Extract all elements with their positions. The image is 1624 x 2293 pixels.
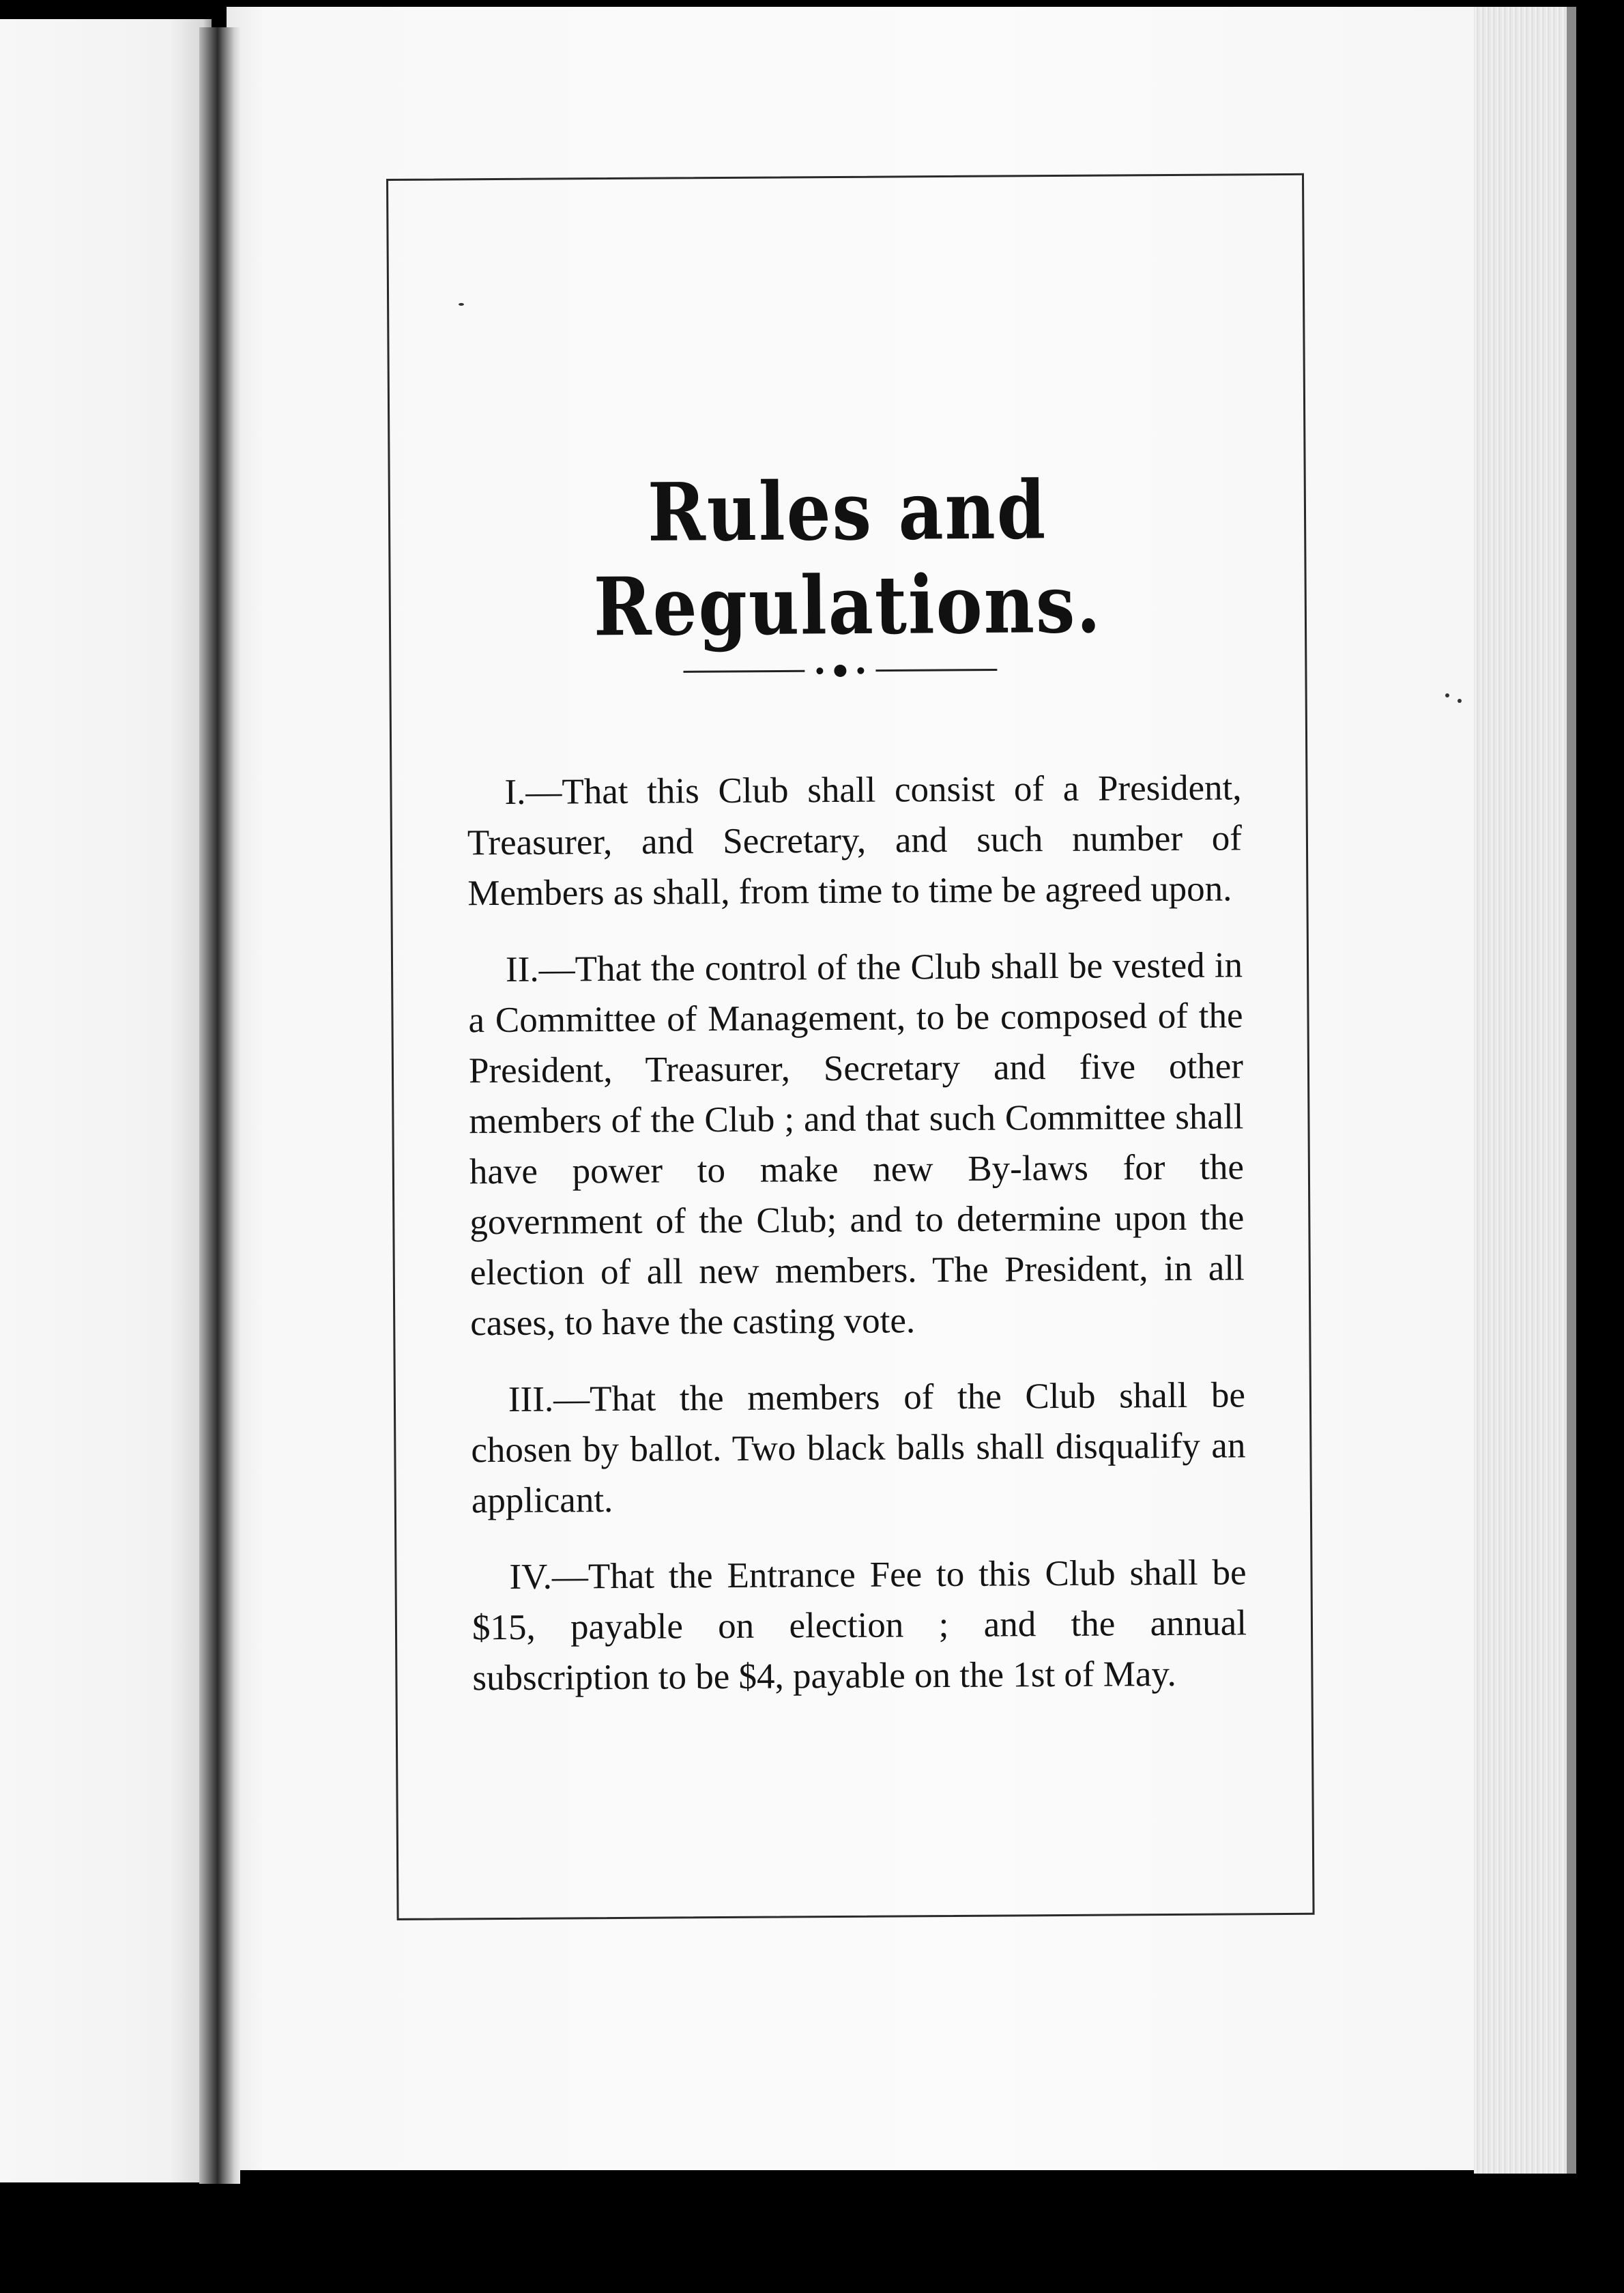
ornament-rule-icon	[683, 662, 997, 680]
rule-item-2	[468, 940, 1245, 1349]
page-edges	[1474, 7, 1569, 2174]
book-gutter	[199, 27, 240, 2184]
rule-text: —That the control of the Club shall be vested in a Committee of Management, to be composed of the President, Treasurer, Secretary and five other members of the Club ; and that such Committee shall have power to make new By-laws for the government of the Club; and to determine upon the election of all new members. The President, in all cases, to have the casting vote.	[468, 945, 1245, 1344]
rule-number: I.	[504, 772, 526, 812]
left-facing-page	[0, 19, 212, 2182]
scan-speck	[459, 303, 464, 306]
page-edge-shadow	[1567, 7, 1576, 2174]
rule-item-4	[472, 1547, 1247, 1703]
rule-text: —That the members of the Club shall be chosen by ballot. Two black balls shall disqualify an applicant.	[471, 1375, 1246, 1521]
ruled-frame	[386, 173, 1315, 1920]
title-ornament	[683, 662, 997, 680]
rule-text: —That this Club shall consist of a President, Treasurer, and Secretary, and such number of Members as shall, from time to time be agreed upon.	[467, 768, 1243, 914]
rule-number: II.	[505, 949, 539, 990]
scan-speck	[1445, 693, 1449, 697]
rule-item-3	[471, 1370, 1246, 1526]
rule-text: —That the Entrance Fee to this Club shall be $15, payable on election ; and the annual subscription to be $4, payable on the 1st of May.	[472, 1553, 1247, 1699]
page-title: Rules and Regulations.	[593, 463, 1103, 655]
rules-list	[467, 762, 1247, 1729]
rule-item-1	[467, 762, 1242, 919]
scan-speck	[1458, 699, 1462, 703]
rule-number: IV.	[509, 1557, 553, 1597]
rule-number: III.	[508, 1379, 554, 1419]
